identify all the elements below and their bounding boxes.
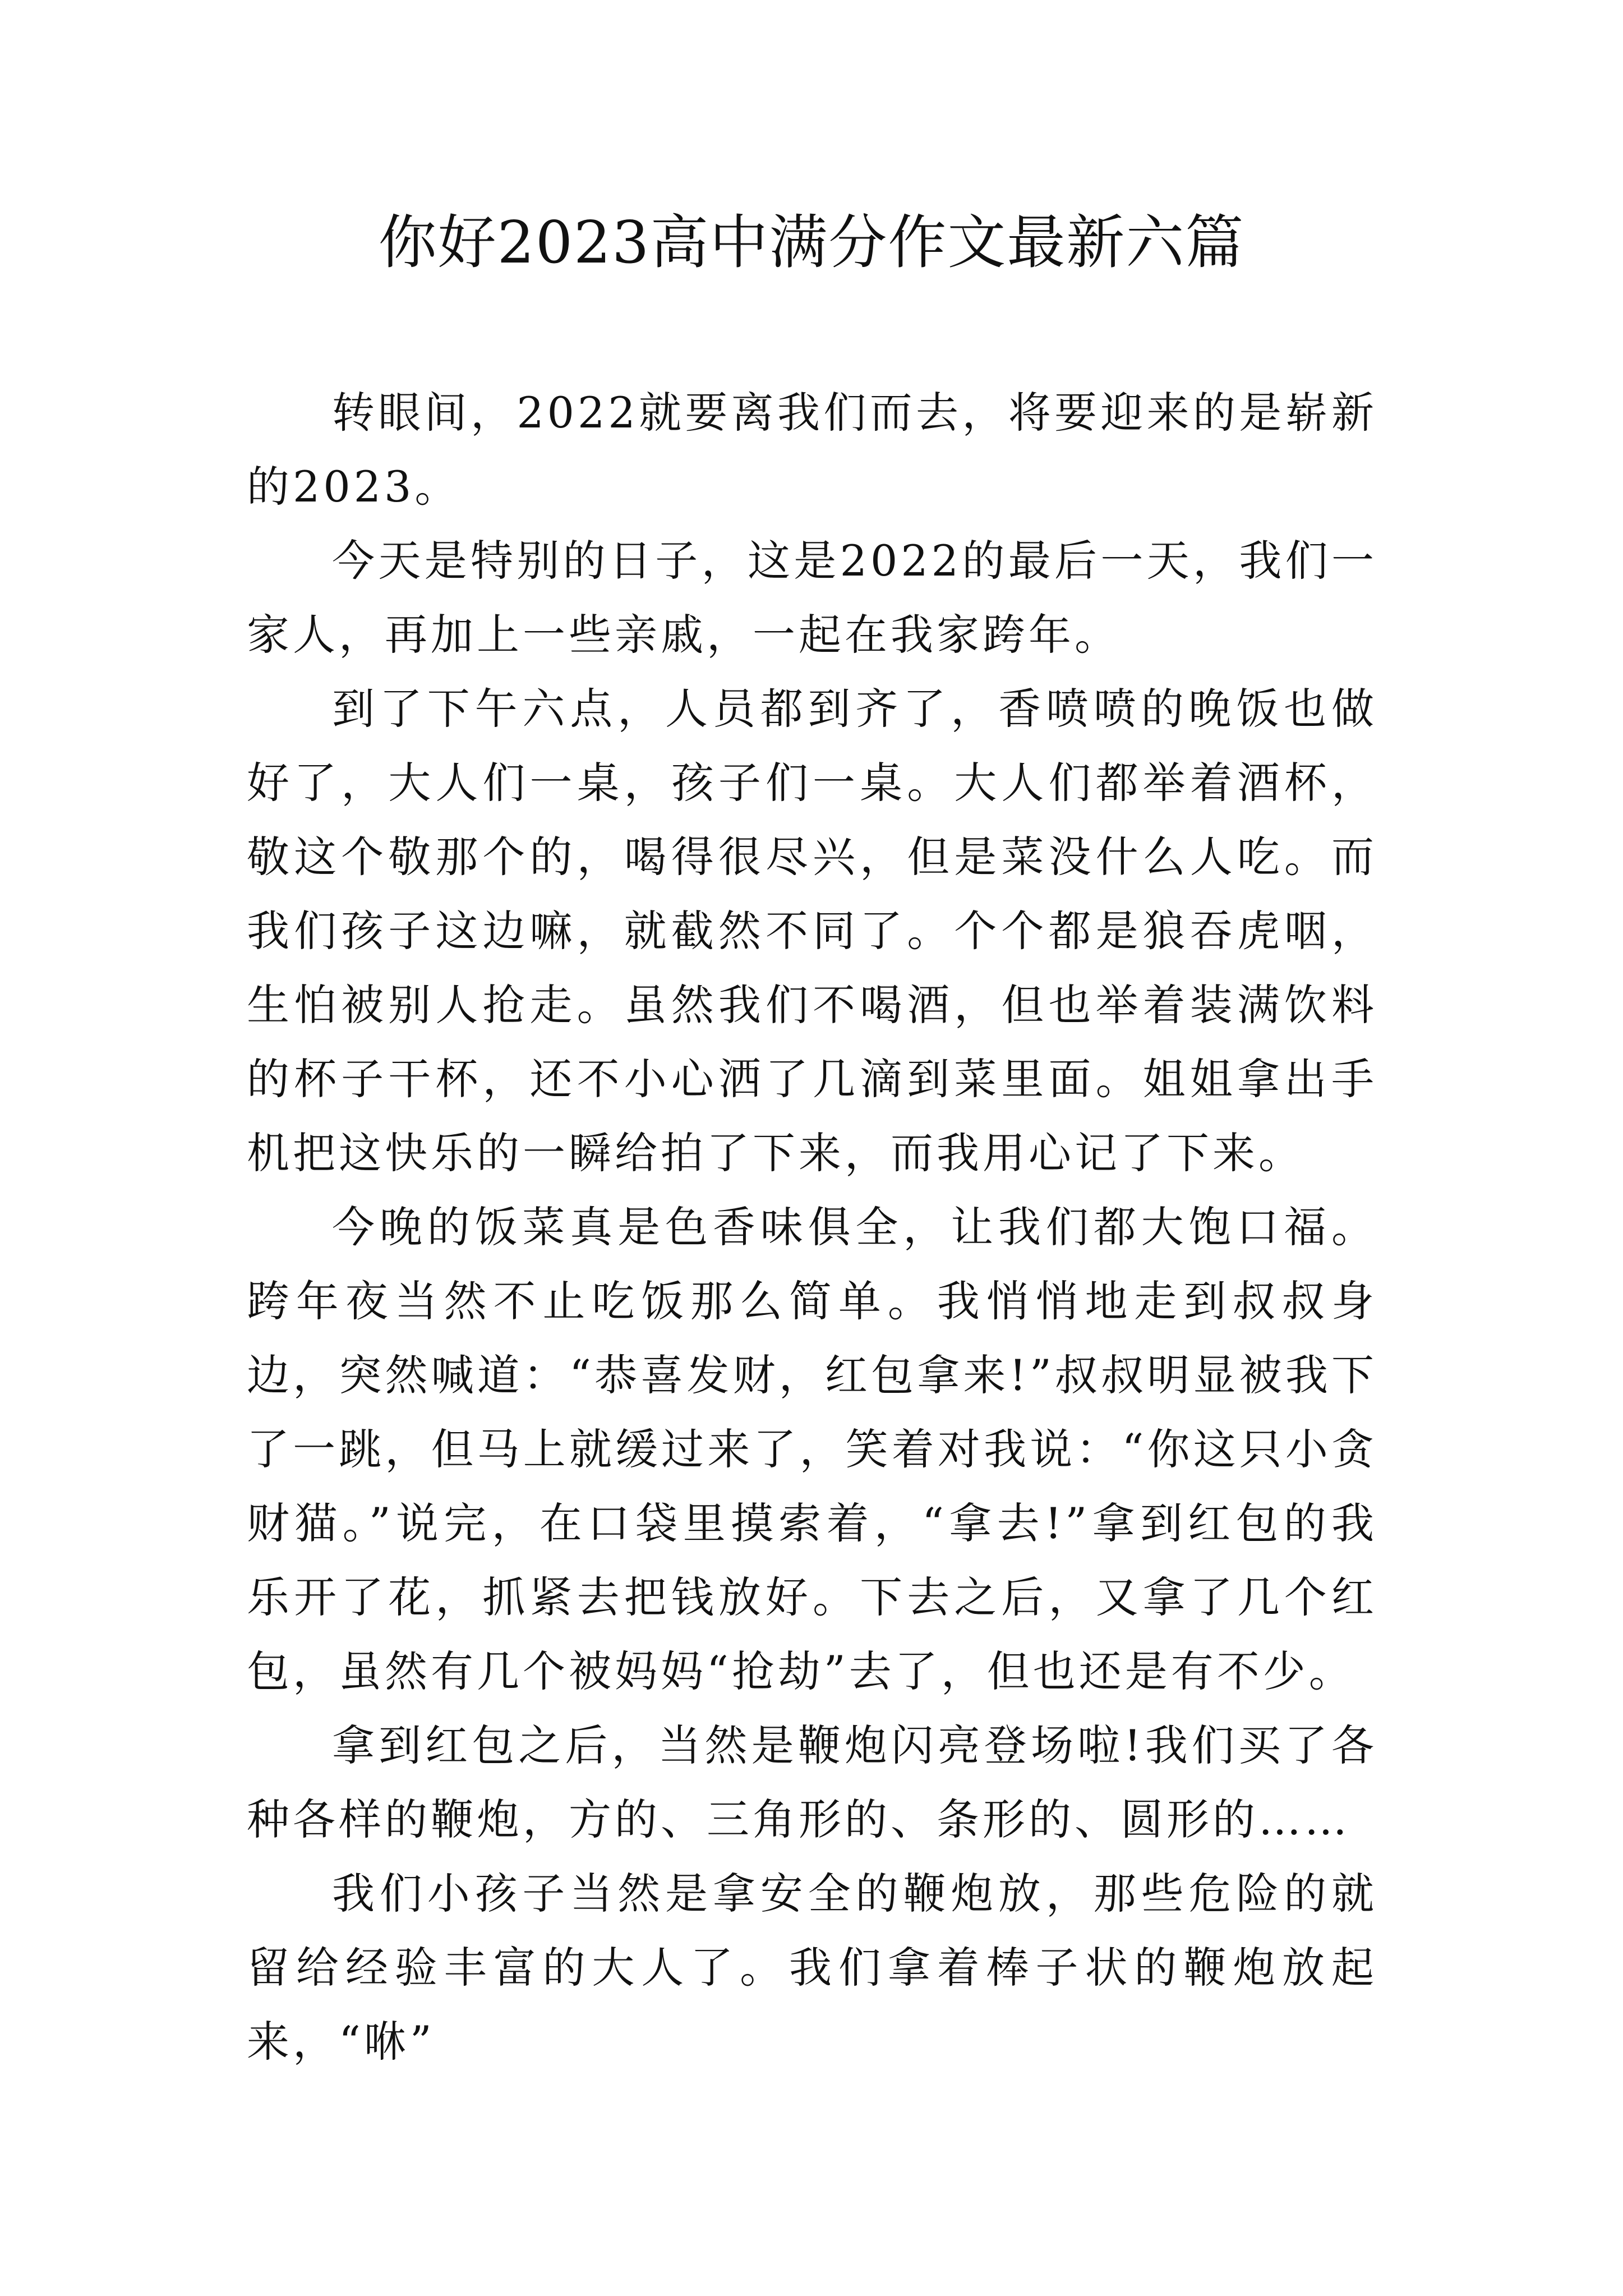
paragraph: 今天是特别的日子，这是2022的最后一天，我们一家人，再加上一些亲戚，一起在我家跨年。 — [247, 536, 1377, 660]
document-title: 你好2023高中满分作文最新六篇 — [378, 208, 1245, 277]
document-body — [247, 376, 1377, 2079]
paragraph: 到了下午六点，人员都到齐了，香喷喷的晚饭也做好了，大人们一桌，孩子们一桌。大人们都举着酒杯，敬这个敬那个的，喝得很尽兴，但是菜没什么人吃。而我们孩子这边嘛，就截然不同了。个个都是狼吞虎咽，生怕被别人抢走。虽然我们不喝酒，但也举着装满饮料的杯子干杯，还不小心洒了几滴到菜里面。姐姐拿出手机把这快乐的一瞬给拍了下来，而我用心记了下来。 — [247, 684, 1377, 1178]
paragraph: 今晚的饭菜真是色香味俱全，让我们都大饱口福。跨年夜当然不止吃饭那么简单。我悄悄地走到叔叔身边，突然喊道：“恭喜发财，红包拿来!”叔叔明显被我下了一跳，但马上就缓过来了，笑着对我说：“你这只小贪财猫。”说完，在口袋里摸索着，“拿去!”拿到红包的我乐开了花，抓紧去把钱放好。下去之后，又拿了几个红包，虽然有几个被妈妈“抢劫”去了，但也还是有不少。 — [247, 1202, 1377, 1696]
paragraph: 我们小孩子当然是拿安全的鞭炮放，那些危险的就留给经验丰富的大人了。我们拿着棒子状的鞭炮放起来，“咻” — [247, 1869, 1377, 2067]
paragraph: 拿到红包之后，当然是鞭炮闪亮登场啦!我们买了各种各样的鞭炮，方的、三角形的、条形的、圆形的…… — [247, 1720, 1377, 1844]
paragraph: 转眼间，2022就要离我们而去，将要迎来的是崭新的2023。 — [247, 388, 1377, 512]
